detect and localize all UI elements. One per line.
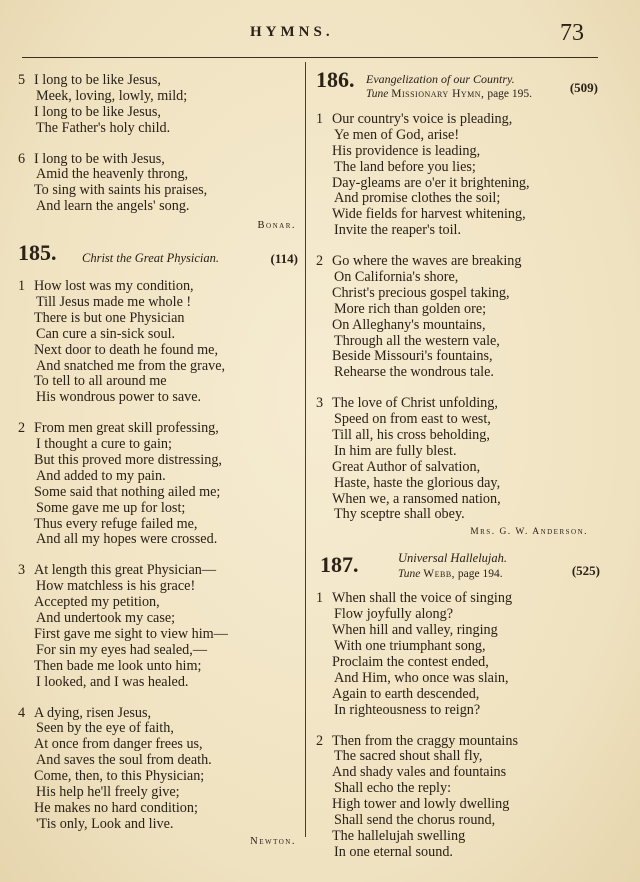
verse-line: I long to be like Jesus, (34, 103, 161, 120)
verse-line: Come, then, to this Physician; (34, 768, 205, 785)
verse-line: Haste, haste the glorious day, (334, 474, 501, 491)
verse-number: 1 (316, 111, 324, 127)
verse-line: With one triumphant song, (334, 638, 486, 655)
verse-line: Next door to death he found me, (34, 341, 218, 358)
verse-line: To tell to all around me (34, 373, 167, 390)
verse-line: I long to be like Jesus, (34, 72, 161, 88)
verse-line: And undertook my case; (36, 610, 176, 627)
verse-line: Then bade me look unto him; (34, 657, 202, 674)
verse-line: Christ's precious gospel taking, (332, 284, 510, 301)
author-attribution: Mrs. G. W. Anderson. (470, 527, 588, 538)
column-divider (305, 62, 306, 837)
page-title: HYMNS. (250, 24, 334, 40)
verse-line: Great Author of salvation, (332, 458, 481, 475)
verse-line: Some gave me up for lost; (36, 499, 186, 516)
verse-line: In righteousness to reign? (334, 701, 481, 718)
left-column (18, 73, 300, 849)
hymn-number: 186. (316, 67, 355, 92)
verse-line: The Father's holy child. (36, 119, 171, 136)
verse-line: Our country's voice is pleading, (332, 111, 513, 127)
verse-number: 2 (18, 420, 26, 437)
verse-line: A dying, risen Jesus, (34, 704, 152, 721)
verse-line: How lost was my condition, (34, 278, 194, 295)
verse-number: 3 (18, 562, 26, 579)
verse-line: His wondrous power to save. (36, 389, 202, 406)
verse-line: And promise clothes the soil; (334, 190, 501, 207)
verse-line: His providence is leading, (332, 142, 481, 159)
verse-line: There is but one Physician (34, 309, 185, 326)
hymn-number: 185. (18, 240, 57, 266)
meter-reference: (509) (569, 80, 598, 95)
verse-line: The love of Christ unfolding, (332, 395, 498, 412)
verse-2 (316, 254, 606, 381)
verse-line: But this proved more distressing, (34, 452, 222, 469)
verse-line: And Him, who once was slain, (334, 669, 509, 686)
verse-line: And snatched me from the grave, (36, 357, 226, 374)
verse-line: Meek, loving, lowly, mild; (36, 87, 188, 104)
verse-line: Invite the reaper's toil. (334, 222, 462, 239)
verse-line: Shall echo the reply: (334, 780, 452, 797)
verse-line: Thy sceptre shall obey. (334, 506, 465, 523)
verse-line: When shall the voice of singing (332, 590, 513, 607)
verse-5 (18, 73, 300, 137)
verse-4 (18, 706, 300, 833)
verse-line: I long to be with Jesus, (34, 150, 165, 167)
right-column (316, 67, 606, 861)
meter-reference: (114) (270, 251, 298, 267)
verse-line: From men great skill professing, (34, 420, 219, 437)
author-attribution: Newton. (250, 835, 296, 847)
verse-line: Ye men of God, arise! (334, 126, 460, 143)
author-attribution: Bonar. (257, 220, 296, 232)
verse-line: I thought a cure to gain; (36, 436, 172, 453)
verse-line: The land before you lies; (334, 158, 476, 175)
verse-number: 2 (316, 732, 324, 749)
verse-line: For sin my eyes had sealed,— (36, 641, 208, 658)
verse-line: On Alleghany's mountains, (332, 316, 486, 333)
verse-3 (18, 563, 300, 690)
verse-line: And shady vales and fountains (332, 764, 507, 781)
hymn-185-heading (18, 240, 300, 271)
verse-line: Some said that nothing ailed me; (34, 483, 221, 500)
verse-line: Then from the craggy mountains (332, 732, 518, 749)
verse-line: Wide fields for harvest whitening, (332, 206, 526, 223)
verse-number: 6 (18, 150, 26, 167)
verse-line: Rehearse the wondrous tale. (334, 364, 494, 381)
verse-line: First gave me sight to view him— (34, 625, 228, 642)
verse-line: How matchless is his grace! (36, 578, 196, 595)
verse-line: I looked, and I was healed. (36, 673, 189, 690)
verse-line: Till all, his cross beholding, (332, 427, 490, 444)
verse-line: 'Tis only, Look and live. (36, 815, 174, 832)
verse-1 (316, 591, 606, 718)
verse-line: More rich than golden ore; (334, 300, 487, 317)
tune-reference: Tune Missionary Hymn, page 195. (366, 88, 533, 100)
hymn-title: Universal Hallelujah. (398, 551, 508, 566)
hymn-187-heading (316, 551, 606, 585)
verse-line: The hallelujah swelling (332, 827, 466, 844)
verse-line: In one eternal sound. (334, 843, 453, 860)
verse-number: 1 (316, 590, 324, 607)
verse-line: The sacred shout shall fly, (334, 748, 483, 765)
verse-line: On California's shore, (334, 269, 459, 286)
verse-line: Beside Missouri's fountains, (332, 348, 493, 365)
verse-line: Through all the western vale, (334, 332, 500, 349)
hymn-title: Evangelization of our Country. (366, 72, 515, 86)
verse-line: When we, a ransomed nation, (332, 490, 501, 507)
hymn-title: Christ the Great Physician. (82, 251, 220, 266)
hymn-number: 187. (320, 552, 359, 578)
verse-line: Proclaim the contest ended, (332, 653, 489, 670)
tune-reference: Tune Webb, page 194. (398, 568, 503, 581)
verse-line: At length this great Physician— (34, 562, 217, 579)
verse-number: 1 (18, 278, 26, 295)
verse-line: Day-gleams are o'er it brightening, (332, 174, 530, 191)
verse-number: 4 (18, 704, 26, 721)
verse-line: Again to earth descended, (332, 685, 480, 702)
verse-line: To sing with saints his praises, (34, 182, 208, 199)
verse-number: 3 (316, 395, 324, 412)
verse-line: Go where the waves are breaking (332, 253, 522, 270)
verse-line: Can cure a sin-sick soul. (36, 325, 176, 342)
verse-3 (316, 396, 606, 523)
header-rule (22, 57, 598, 58)
verse-line: He makes no hard condition; (34, 799, 198, 816)
verse-line: Thus every refuge failed me, (34, 515, 198, 532)
verse-line: At once from danger frees us, (34, 736, 203, 753)
verse-2 (316, 734, 606, 861)
verse-line: And saves the soul from death. (36, 752, 212, 769)
hymn-186-heading (316, 67, 606, 104)
verse-line: When hill and valley, ringing (332, 622, 498, 639)
running-head (0, 22, 640, 52)
verse-line: And learn the angels' song. (36, 198, 190, 215)
verse-line: And added to my pain. (36, 467, 166, 484)
verse-2 (18, 421, 300, 548)
meter-reference: (525) (571, 563, 600, 579)
verse-line: Flow joyfully along? (334, 606, 454, 623)
verse-line: Seen by the eye of faith, (36, 720, 174, 737)
verse-line: Accepted my petition, (34, 594, 160, 611)
verse-number: 2 (316, 253, 324, 270)
verse-line: Amid the heavenly throng, (36, 166, 189, 183)
verse-line: And all my hopes were crossed. (36, 531, 218, 548)
verse-line: Till Jesus made me whole ! (36, 294, 192, 311)
verse-line: In him are fully blest. (334, 442, 457, 459)
verse-line: High tower and lowly dwelling (332, 796, 510, 813)
verse-line: Shall send the chorus round, (334, 811, 496, 828)
verse-1 (316, 112, 606, 239)
page-number: 73 (560, 20, 584, 46)
verse-line: Speed on from east to west, (334, 411, 491, 428)
verse-6 (18, 152, 300, 216)
verse-line: His help he'll freely give; (36, 783, 180, 800)
verse-number: 5 (18, 72, 26, 88)
verse-1 (18, 279, 300, 406)
